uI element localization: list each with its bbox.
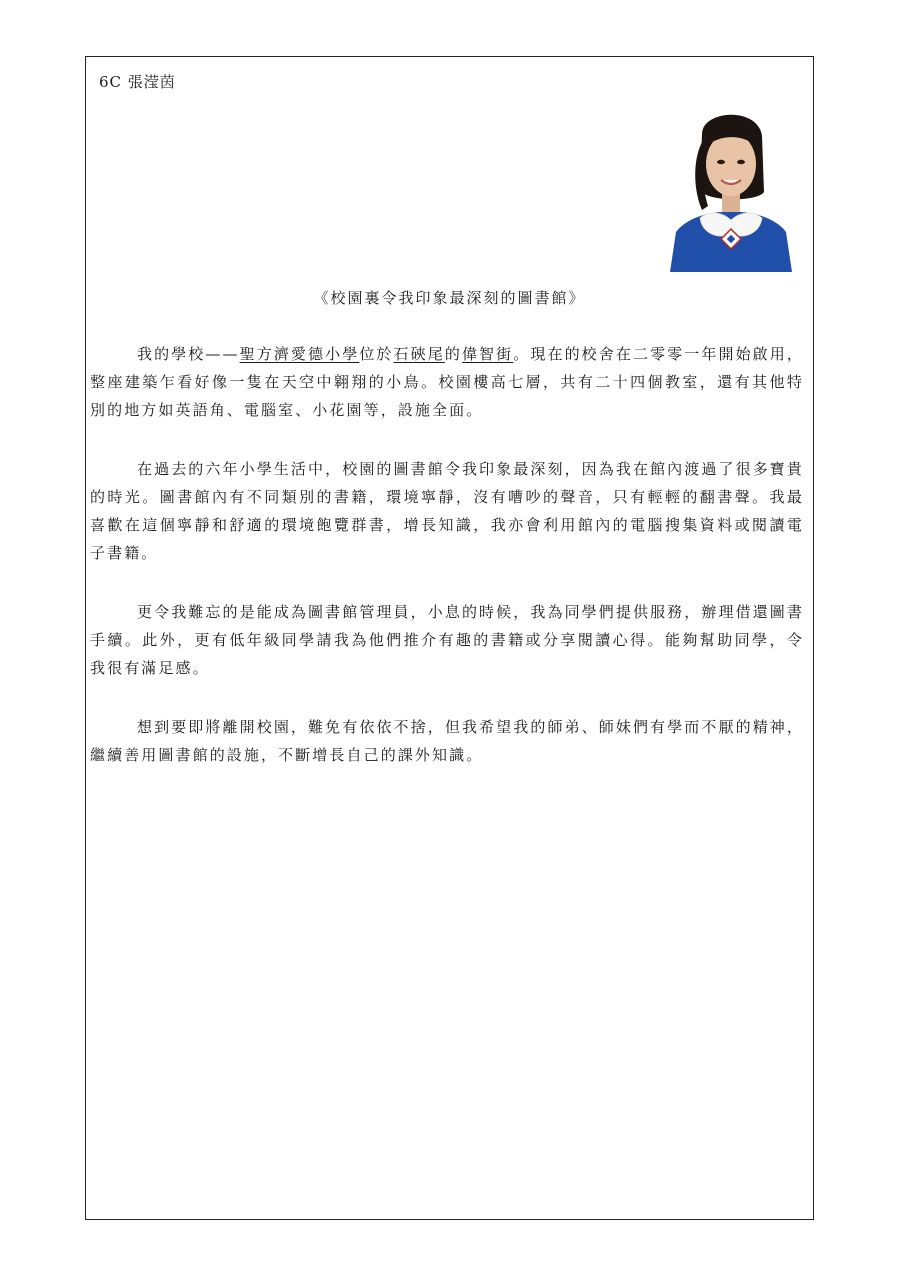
paragraph-1-rest: 。現在的校舍在二零零一年開始啟用，整座建築乍看好像一隻在天空中翱翔的小鳥。校園樓高七層，共有二十四個教室，還有其他特別的地方如英語角、電腦室、小花園等，設施全面。 — [90, 345, 804, 419]
paragraph-3: 更令我難忘的是能成為圖書館管理員，小息的時候，我為同學們提供服務，辦理借還圖書手續。此外，更有低年級同學請我為他們推介有趣的書籍或分享閱讀心得。能夠幫助同學，令我很有滿足感。 — [90, 603, 804, 677]
essay-body — [86, 340, 813, 800]
page-frame — [85, 56, 814, 1220]
school-name: 聖方濟愛德小學 — [239, 345, 360, 363]
paragraph-1-mid2: 的 — [444, 345, 462, 363]
paragraph-1 — [90, 340, 804, 424]
essay-title: 《校園裏令我印象最深刻的圖書館》 — [313, 289, 586, 307]
street-name: 偉智街 — [461, 345, 514, 363]
student-photo — [666, 102, 794, 272]
paragraph-2: 在過去的六年小學生活中，校園的圖書館令我印象最深刻，因為我在館內渡過了很多寶貴的時光。圖書館內有不同類別的書籍，環境寧靜，沒有嘈吵的聲音，只有輕輕的翻書聲。我最喜歡在這個寧靜和舒適的環境飽覽群書，增長知識，我亦會利用館內的電腦搜集資料或閱讀電子書籍。 — [90, 460, 804, 562]
place-name: 石硤尾 — [393, 345, 445, 363]
paragraph-1-pre: 我的學校 — [137, 345, 206, 363]
author-label: 6C 張滢茵 — [99, 73, 176, 91]
paragraph-1-mid1: 位於 — [359, 345, 394, 363]
paragraph-1-dash: —— — [205, 345, 240, 363]
paragraph-4: 想到要即將離開校園，難免有依依不捨，但我希望我的師弟、師妹們有學而不厭的精神，繼續善用圖書館的設施，不斷增長自己的課外知識。 — [90, 718, 804, 764]
